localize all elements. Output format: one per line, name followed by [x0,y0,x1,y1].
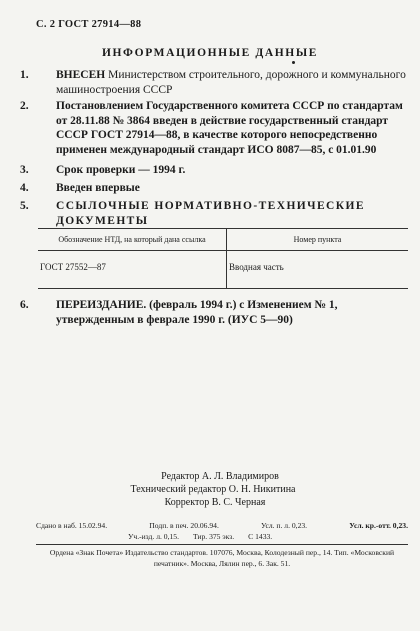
print-field: Усл. кр.-отт. 0,23. [349,521,408,530]
references-table [38,228,408,289]
table-cell-document: ГОСТ 27552—87 [38,251,227,289]
item-number: 5. [20,200,29,212]
item-number: 4. [20,182,29,194]
table-cell-clause: Вводная часть [227,251,409,289]
divider [36,544,408,545]
item-1 [20,68,408,97]
section-title: ИНФОРМАЦИОННЫЕ ДАННЫЕ [101,47,319,59]
item-text: Постановлением Государственного комитета СССР по стандартам от 28.11.88 № 3864 введен в действие государственный стандарт СССР ГОСТ 27914—88, в качестве которого непосредственно применен международный стандарт ИСО 8087—85, с 01.01.90 [56,100,403,156]
item-text: Министерством строительного, дорожного и коммунального машиностроения СССР [56,69,406,96]
item-number: 3. [20,164,29,176]
table-row [38,251,408,289]
publisher-info: Ордена «Знак Почета» Издательство стандартов. 107076, Москва, Колодезный пер., 14. Тип. «Московский печатник». Москва, Лялин пер., 6. Зак. 51. [49,548,395,568]
print-field: Тир. 375 экз. [192,532,235,541]
print-field: Сдано в наб. 15.02.94. [36,521,108,530]
item-text: ССЫЛОЧНЫЕ НОРМАТИВНО-ТЕХНИЧЕСКИЕ ДОКУМЕНТЫ [56,200,365,227]
corrector-line: Корректор В. С. Черная [164,497,266,508]
item-text: Срок проверки — 1994 г. [56,164,186,176]
item-6 [20,298,408,327]
page-header: С. 2 ГОСТ 27914—88 [36,19,142,30]
print-info [36,520,408,542]
item-number: 1. [20,69,29,81]
tech-editor-line: Технический редактор О. Н. Никитина [130,484,296,495]
item-text: ПЕРЕИЗДАНИЕ. (февраль 1994 г.) с Изменением № 1, утвержденным в феврале 1990 г. (ИУС 5—90) [56,299,338,326]
ink-dot [292,61,295,64]
item-4 [20,181,408,196]
item-2 [20,99,408,157]
table-header-document: Обозначение НТД, на который дана ссылка [38,229,227,251]
print-field: Подп. в печ. 20.06.94. [149,521,219,530]
item-3 [20,163,408,178]
print-field: С 1433. [248,532,273,541]
editors-block [0,470,420,509]
print-field: Усл. п. л. 0,23. [261,521,308,530]
item-text: Введен впервые [56,182,140,194]
table-header-clause: Номер пункта [227,229,409,251]
print-line-1 [36,520,408,531]
item-number: 2. [20,100,29,112]
item-lead: ВНЕСЕН [56,69,106,81]
editor-line: Редактор А. Л. Владимиров [161,471,279,482]
print-field: Уч.-изд. л. 0,15. [128,532,179,541]
item-5 [20,199,408,228]
print-line-2 [36,531,408,542]
item-number: 6. [20,299,29,311]
